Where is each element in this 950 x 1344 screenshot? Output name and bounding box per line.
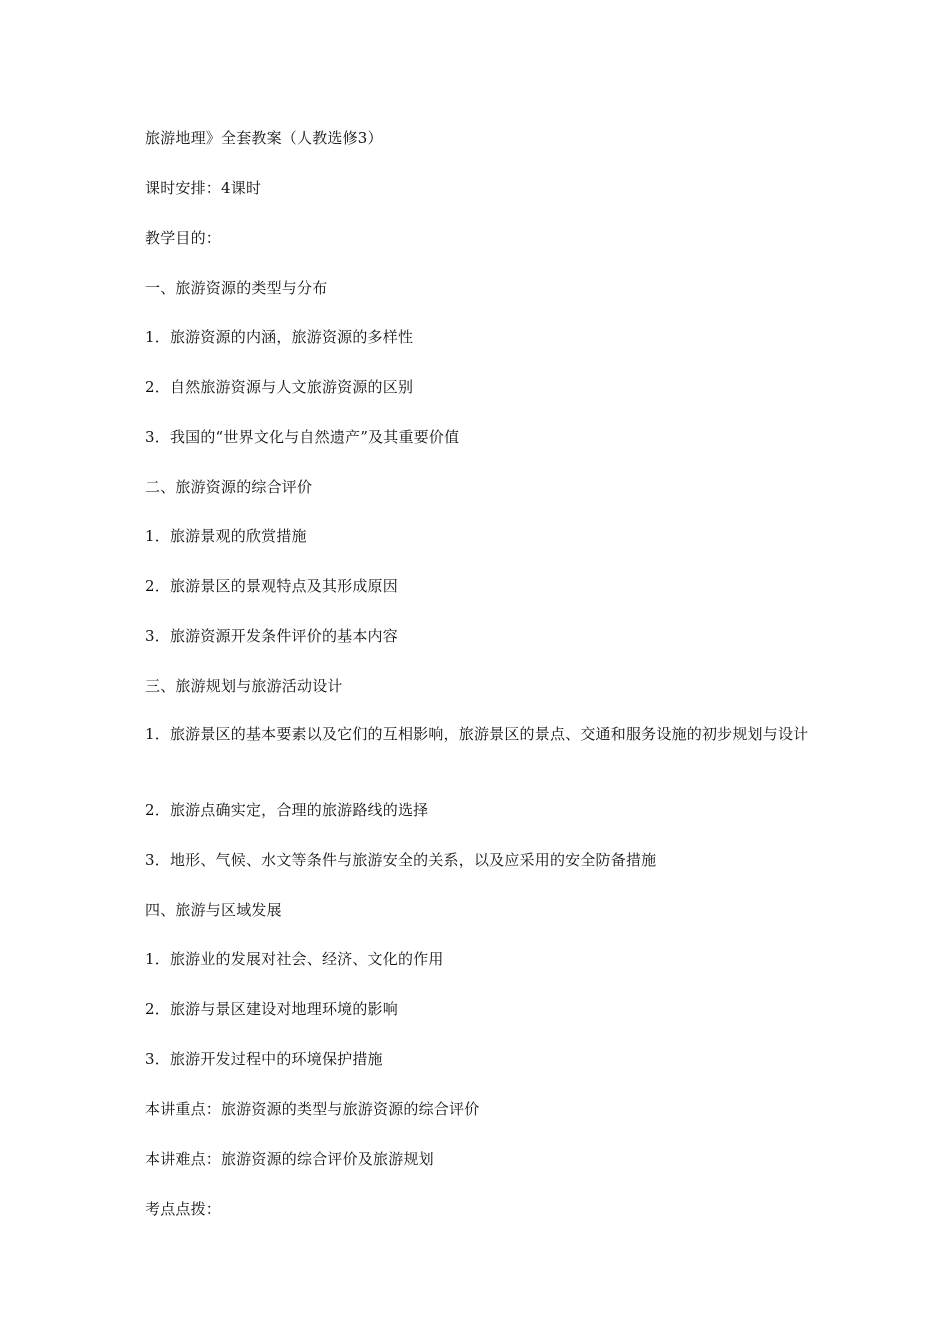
exam-tips-heading: 考点点拨：	[145, 1200, 222, 1218]
section-heading: 四、旅游与区域发展	[145, 901, 282, 919]
list-item: 3．地形、气候、水文等条件与旅游安全的关系，以及应采用的安全防备措施	[145, 851, 657, 869]
key-points-text: 本讲重点：旅游资源的类型与旅游资源的综合评价	[145, 1100, 480, 1118]
list-item: 1．旅游业的发展对社会、经济、文化的作用	[145, 950, 444, 968]
list-item: 1．旅游景区的基本要素以及它们的互相影响，旅游景区的景点、交通和服务设施的初步规划与设计	[145, 725, 809, 743]
list-item: 2．旅游景区的景观特点及其形成原因	[145, 577, 398, 595]
document-title: 旅游地理》全套教案（人教选修3）	[145, 129, 383, 147]
list-item: 3．旅游资源开发条件评价的基本内容	[145, 627, 398, 645]
schedule-text: 课时安排：4课时	[145, 179, 262, 197]
list-item: 3．旅游开发过程中的环境保护措施	[145, 1050, 383, 1068]
objectives-heading: 教学目的：	[145, 229, 222, 247]
difficult-points-text: 本讲难点：旅游资源的综合评价及旅游规划	[145, 1150, 434, 1168]
section-heading: 二、旅游资源的综合评价	[145, 478, 313, 496]
list-item: 1．旅游资源的内涵，旅游资源的多样性	[145, 328, 414, 346]
list-item: 2．旅游与景区建设对地理环境的影响	[145, 1000, 398, 1018]
section-heading: 一、旅游资源的类型与分布	[145, 279, 328, 297]
list-item: 2．旅游点确实定，合理的旅游路线的选择	[145, 801, 429, 819]
section-heading: 三、旅游规划与旅游活动设计	[145, 677, 343, 695]
list-item: 1．旅游景观的欣赏措施	[145, 527, 307, 545]
list-item: 2．自然旅游资源与人文旅游资源的区别	[145, 378, 414, 396]
list-item: 3．我国的“世界文化与自然遗产”及其重要价值	[145, 428, 460, 446]
